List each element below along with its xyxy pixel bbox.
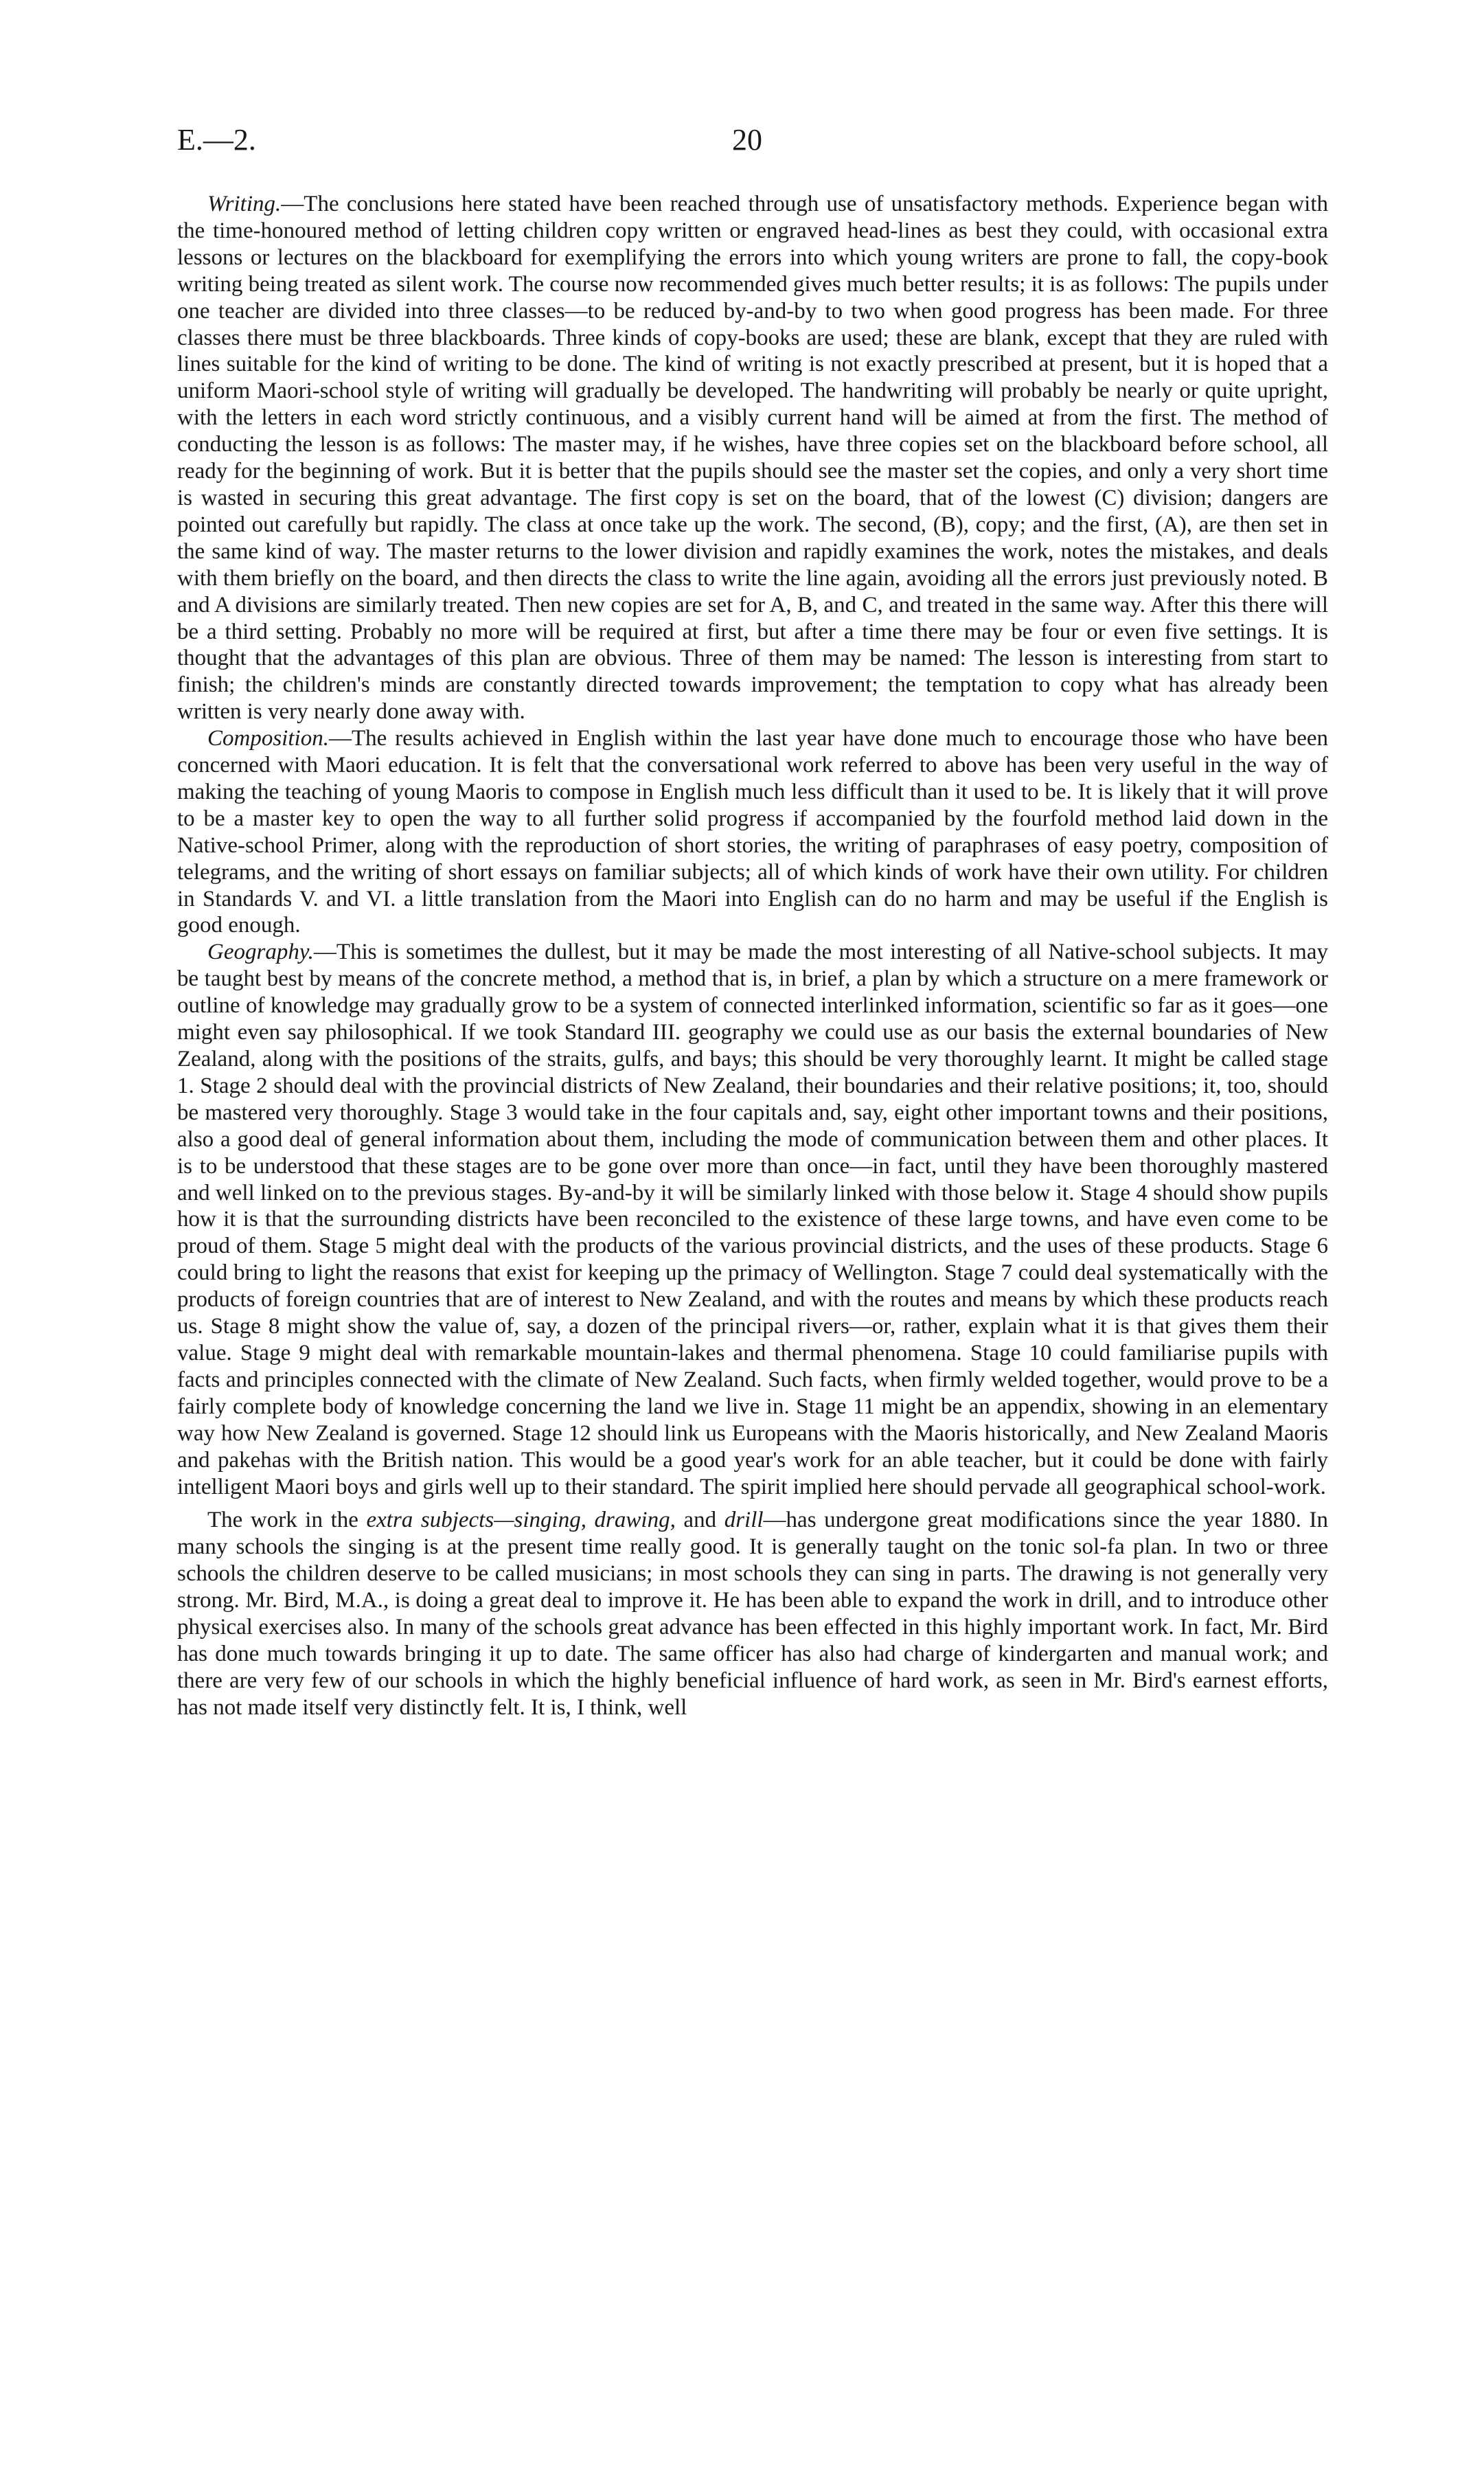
paragraph-composition: [177, 725, 1328, 939]
paragraph-geography-text: —This is sometimes the dullest, but it may be made the most interesting of all Native-school subjects. It may be taught best by means of the concrete method, a method that is, in brief, a plan by which a structure on a mere framework or outline of knowledge may gradually grow to be a system of connected interlinked information, scientific so far as it goes—one might even say philosophical. If we took Standard III. geography we could use as our basis the external boundaries of New Zealand, along with the positions of the straits, gulfs, and bays; this should be very thoroughly learnt. It might be called stage 1. Stage 2 should deal with the provincial districts of New Zealand, their boundaries and their relative positions; it, too, should be mastered very thoroughly. Stage 3 would take in the four capitals and, say, eight other important towns and their positions, also a good deal of general information about them, including the mode of communication between them and other places. It is to be understood that these stages are to be gone over more than once—in fact, until they have been thoroughly mastered and well linked on to the previous stages. By-and-by it will be similarly linked with those below it. Stage 4 should show pupils how it is that the surrounding districts have been reconciled to the existence of these large towns, and have even come to be proud of them. Stage 5 might deal with the products of the various provincial districts, and the uses of these products. Stage 6 could bring to light the reasons that exist for keeping up the primacy of Wellington. Stage 7 could deal systematically with the products of foreign countries that are of interest to New Zealand, and with the routes and means by which these products reach us. Stage 8 might show the value of, say, a dozen of the principal rivers—or, rather, explain what it is that gives them their value. Stage 9 might deal with remarkable mountain-lakes and thermal phenomena. Stage 10 could familiarise pupils with facts and principles connected with the climate of New Zealand. Such facts, when firmly welded together, would prove to be a fairly complete body of knowledge concerning the land we live in. Stage 11 might be an appendix, showing in an elementary way how New Zealand is governed. Stage 12 should link us Europeans with the Maoris historically, and New Zealand Maoris and pakehas with the British nation. This would be a good year's work for an able teacher, but it could be done with fairly intelligent Maori boys and girls well up to their standard. The spirit implied here should pervade all geographical school-work.: [177, 940, 1328, 1499]
document-reference: E.—2.: [177, 123, 256, 157]
body-text: [177, 191, 1328, 1721]
extra-subjects-text-rest: —has undergone great modifications since the year 1880. In many schools the singing is at the present time really good. It is generally taught on the tonic sol-fa plan. In two or three schools the children deserve to be called musicians; in most schools they can sing in parts. The drawing is not generally very strong. Mr. Bird, M.A., is doing a great deal to improve it. He has been able to expand the work in drill, and to introduce other physical exercises also. In many of the schools great advance has been effected in this highly important work. In fact, Mr. Bird has done much towards bringing it up to date. The same officer has also had charge of kindergarten and manual work; and there are very few of our schools in which the highly beneficial influence of hard work, as seen in Mr. Bird's earnest efforts, has not made itself very distinctly felt. It is, I think, well: [177, 1508, 1329, 1720]
section-heading-writing: Writing.: [207, 192, 282, 216]
section-heading-geography: Geography.: [207, 940, 314, 965]
extra-subjects-text-and: and: [675, 1508, 724, 1533]
paragraph-composition-text: —The results achieved in English within the last year have done much to encourage those who have been concerned with Maori education. It is felt that the conversational work referred to above has been very useful in the way of making the teaching of young Maoris to compose in English much less difficult than it used to be. It is likely that it will prove to be a master key to open the way to all further solid progress if accompanied by the fourfold method laid down in the Native-school Primer, along with the reproduction of short stories, the writing of paraphrases of easy poetry, composition of telegrams, and the writing of short essays on familiar subjects; all of which kinds of work have their own utility. For children in Standards V. and VI. a little translation from the Maori into English can do no harm and may be useful if the English is good enough.: [177, 726, 1328, 938]
page-number: 20: [732, 123, 762, 157]
extra-subjects-text-start: The work in the: [207, 1508, 367, 1533]
paragraph-writing: [177, 191, 1328, 725]
paragraph-writing-text: —The conclusions here stated have been reached through use of unsatisfactory methods. Experience began with the time-honoured method of letting children copy written or engraved head-lines as best they could, with occasional extra lessons or lectures on the blackboard for exemplifying the errors into which young writers are prone to fall, the copy-book writing being treated as silent work. The course now recommended gives much better results; it is as follows: The pupils under one teacher are divided into three classes—to be reduced by-and-by to two when good progress has been made. For three classes there must be three blackboards. Three kinds of copy-books are used; these are blank, except that they are ruled with lines suitable for the kind of writing to be done. The kind of writing is not exactly prescribed at present, but it is hoped that a uniform Maori-school style of writing will gradually be developed. The handwriting will probably be nearly or quite upright, with the letters in each word strictly continuous, and a visibly current hand will be aimed at from the first. The method of conducting the lesson is as follows: The master may, if he wishes, have three copies set on the blackboard before school, all ready for the beginning of work. But it is better that the pupils should see the master set the copies, and only a very short time is wasted in securing this great advantage. The first copy is set on the board, that of the lowest (C) division; dangers are pointed out carefully but rapidly. The class at once take up the work. The second, (B), copy; and the first, (A), are then set in the same kind of way. The master returns to the lower division and rapidly examines the work, notes the mistakes, and deals with them briefly on the board, and then directs the class to write the line again, avoiding all the errors just previously noted. B and A divisions are similarly treated. Then new copies are set for A, B, and C, and treated in the same way. After this there will be a third setting. Probably no more will be required at first, but after a time there may be four or even five settings. It is thought that the advantages of this plan are obvious. Three of them may be named: The lesson is interesting from start to finish; the children's minds are constantly directed towards improvement; the temptation to copy what has already been written is very nearly done away with.: [177, 192, 1328, 725]
extra-subjects-italic-drill: drill: [724, 1508, 764, 1533]
section-heading-composition: Composition.: [207, 726, 329, 751]
extra-subjects-italic-phrase: extra subjects—singing, drawing,: [366, 1508, 676, 1533]
paragraph-extra-subjects: [177, 1507, 1328, 1721]
paragraph-geography: [177, 939, 1328, 1500]
page-header: [177, 122, 1324, 163]
